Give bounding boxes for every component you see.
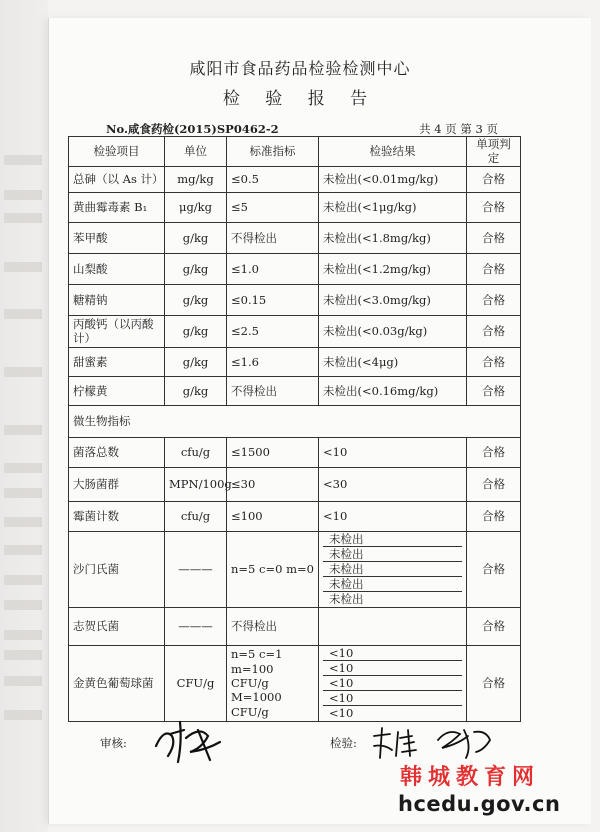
standard-cell: ≤1.0	[227, 253, 319, 284]
table-row	[69, 315, 521, 347]
watermark-title: 韩城教育网	[400, 765, 541, 790]
table-row	[69, 284, 521, 315]
result-cell	[319, 607, 467, 645]
unit-cell: g/kg	[165, 284, 227, 315]
result-cell: <10	[319, 501, 467, 531]
judgement-cell: 合格	[467, 315, 521, 347]
result-cell: 未检出(<0.01mg/kg)	[319, 166, 467, 192]
result-cell: <30	[319, 467, 467, 501]
table-row	[69, 376, 521, 405]
result-cell: 未检出(<0.16mg/kg)	[319, 376, 467, 405]
report-title: 检 验 报 告	[222, 89, 378, 109]
table-row	[69, 437, 521, 467]
table-row	[69, 467, 521, 501]
unit-cell: g/kg	[165, 222, 227, 253]
item-cell: 沙门氏菌	[69, 531, 165, 607]
unit-cell: g/kg	[165, 253, 227, 284]
judgement-cell: 合格	[467, 376, 521, 405]
page-info: 共 4 页 第 3 页	[419, 122, 498, 136]
header-result: 检验结果	[319, 137, 467, 167]
judgement-cell: 合格	[467, 437, 521, 467]
item-cell: 黄曲霉毒素 B₁	[69, 192, 165, 222]
judgement-cell: 合格	[467, 531, 521, 607]
standard-cell: 不得检出	[227, 607, 319, 645]
result-subcell: 未检出	[323, 562, 462, 577]
judgement-cell: 合格	[467, 501, 521, 531]
unit-cell: g/kg	[165, 315, 227, 347]
result-subcell: 未检出	[323, 577, 462, 592]
standard-cell: n=5 c=0 m=0	[227, 531, 319, 607]
table-row	[69, 253, 521, 284]
results-table	[68, 136, 521, 722]
unit-cell: cfu/g	[165, 501, 227, 531]
table-row-shigella	[69, 607, 521, 645]
result-cell: 未检出(<1.8mg/kg)	[319, 222, 467, 253]
unit-cell: ———	[165, 607, 227, 645]
result-subcell: 未检出	[329, 592, 364, 607]
report-meta	[106, 121, 498, 137]
standard-cell: ≤2.5	[227, 315, 319, 347]
result-cell: <10	[319, 437, 467, 467]
report-number: No.咸食药检(2015)SP0462-2	[106, 122, 279, 136]
judgement-cell: 合格	[467, 166, 521, 192]
result-cell: 未检出(<3.0mg/kg)	[319, 284, 467, 315]
result-subcell: 未检出	[323, 547, 462, 562]
table-row-salmonella	[69, 531, 521, 607]
result-subcell: <10	[323, 676, 462, 691]
item-cell: 金黄色葡萄球菌	[69, 645, 165, 721]
standard-cell: ≤30	[227, 467, 319, 501]
std-line: M=1000 CFU/g	[231, 690, 282, 719]
unit-cell: μg/kg	[165, 192, 227, 222]
judgement-cell: 合格	[467, 645, 521, 721]
item-cell: 柠檬黄	[69, 376, 165, 405]
table-row	[69, 222, 521, 253]
standard-cell: ≤0.5	[227, 166, 319, 192]
unit-cell: ———	[165, 531, 227, 607]
result-cell: 未检出(<4μg)	[319, 347, 467, 376]
judgement-cell: 合格	[467, 284, 521, 315]
standard-cell: ≤100	[227, 501, 319, 531]
header-standard: 标准指标	[227, 137, 319, 167]
standard-cell: 不得检出	[227, 222, 319, 253]
result-subcell: 未检出	[323, 532, 462, 547]
item-cell: 丙酸钙（以丙酸计）	[69, 315, 165, 347]
judgement-cell: 合格	[467, 222, 521, 253]
std-line: m=100 CFU/g	[231, 661, 274, 691]
standard-cell: ≤5	[227, 192, 319, 222]
standard-cell: 不得检出	[227, 376, 319, 405]
table-row	[69, 501, 521, 531]
result-subcell: <10	[323, 691, 462, 706]
item-cell: 霉菌计数	[69, 501, 165, 531]
item-cell: 志贺氏菌	[69, 607, 165, 645]
unit-cell: CFU/g	[165, 645, 227, 721]
table-row	[69, 192, 521, 222]
result-cell: 未检出(<1.2mg/kg)	[319, 253, 467, 284]
item-cell: 大肠菌群	[69, 467, 165, 501]
judgement-cell: 合格	[467, 253, 521, 284]
table-row-staph	[69, 645, 521, 721]
standard-cell: ≤1.6	[227, 347, 319, 376]
result-subcell: <10	[323, 661, 462, 676]
judgement-cell: 合格	[467, 347, 521, 376]
result-subcell: <10	[323, 646, 462, 661]
result-cell: 未检出(<1μg/kg)	[319, 192, 467, 222]
org-title: 咸阳市食品药品检验检测中心	[189, 59, 411, 78]
result-subcell: <10	[329, 706, 354, 721]
section-row	[69, 405, 521, 437]
item-cell: 菌落总数	[69, 437, 165, 467]
item-cell: 苯甲酸	[69, 222, 165, 253]
result-stack	[319, 645, 467, 721]
standard-cell	[227, 645, 319, 721]
item-cell: 糖精钠	[69, 284, 165, 315]
unit-cell: MPN/100g	[165, 467, 227, 501]
std-line: n=5 c=1	[231, 647, 283, 662]
table-row	[69, 347, 521, 376]
inspect-label: 检验:	[330, 736, 357, 750]
header-item: 检验项目	[69, 137, 165, 167]
judgement-cell: 合格	[467, 607, 521, 645]
unit-cell: g/kg	[165, 376, 227, 405]
header-unit: 单位	[165, 137, 227, 167]
watermark-url: hcedu.gov.cn	[398, 792, 561, 816]
unit-cell: g/kg	[165, 347, 227, 376]
unit-cell: mg/kg	[165, 166, 227, 192]
unit-cell: cfu/g	[165, 437, 227, 467]
result-cell: 未检出(<0.03g/kg)	[319, 315, 467, 347]
judgement-cell: 合格	[467, 467, 521, 501]
review-label: 审核:	[100, 736, 127, 750]
standard-cell: ≤0.15	[227, 284, 319, 315]
standard-cell: ≤1500	[227, 437, 319, 467]
header-judgement: 单项判定	[467, 137, 521, 167]
table-header-row	[69, 137, 521, 167]
judgement-cell: 合格	[467, 192, 521, 222]
item-cell: 总砷（以 As 计）	[69, 166, 165, 192]
result-stack	[319, 531, 467, 607]
item-cell: 甜蜜素	[69, 347, 165, 376]
table-row	[69, 166, 521, 192]
item-cell: 山梨酸	[69, 253, 165, 284]
section-micro-label: 微生物指标	[69, 405, 521, 437]
underlying-page-edge	[0, 0, 48, 832]
